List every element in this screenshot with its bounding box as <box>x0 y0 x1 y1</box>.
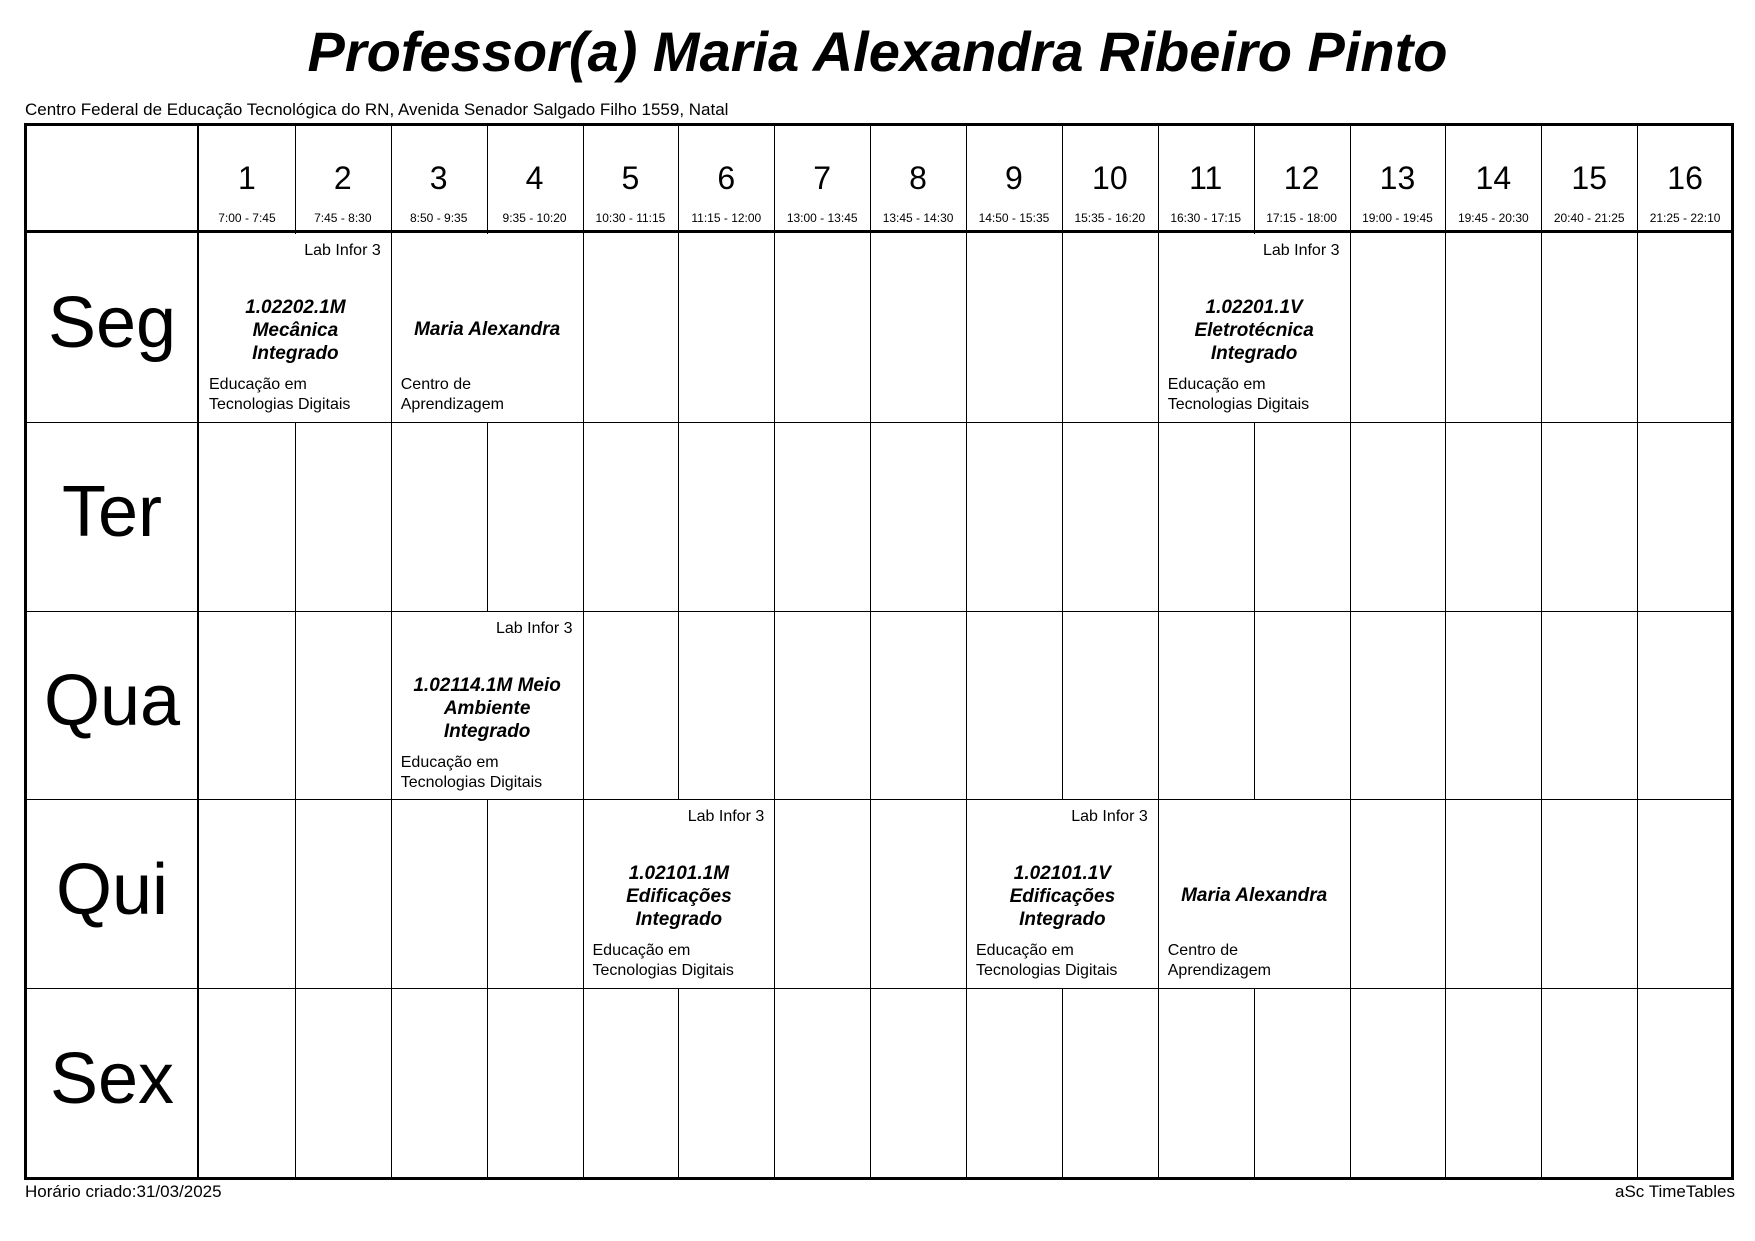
lesson-subject <box>401 753 542 793</box>
period-number: 2 <box>333 160 352 196</box>
grid-line <box>583 126 584 1177</box>
lesson-class <box>1163 296 1346 365</box>
lesson-subject-line: Educação em <box>976 942 1074 960</box>
period-time: 16:30 - 17:15 <box>1170 211 1242 225</box>
period-time: 10:30 - 11:15 <box>595 211 666 225</box>
period-number: 6 <box>717 160 736 196</box>
lesson-class-line: Maria Alexandra <box>1181 885 1328 907</box>
lesson-subject-line: Tecnologias Digitais <box>1167 396 1310 413</box>
lesson-class-line: 1.02114.1M Meio <box>413 674 561 696</box>
lesson-card <box>392 612 583 800</box>
day-label: Qui <box>55 849 169 930</box>
lesson-subject <box>593 941 734 981</box>
period-number: 1 <box>238 160 256 196</box>
school-address: Centro Federal de Educação Tecnológica do RN, Avenida Senador Salgado Filho 1559, Natal <box>25 100 729 119</box>
period-time: 7:00 - 7:45 <box>218 211 276 225</box>
period-header <box>1158 126 1254 230</box>
period-header <box>295 126 391 230</box>
lesson-class-line: 1.02201.1V <box>1205 297 1303 318</box>
lesson-subject <box>401 375 504 415</box>
grid-line <box>966 126 967 1177</box>
lesson-class-line: Integrado <box>443 720 531 742</box>
lesson-class-line: 1.02202.1M <box>245 297 346 318</box>
day-label: Seg <box>47 283 177 364</box>
day-label: Sex <box>49 1038 175 1119</box>
period-header <box>1445 126 1541 230</box>
grid-line <box>1541 126 1542 1177</box>
lesson-class-line: 1.02101.1M <box>628 863 730 885</box>
period-header <box>678 126 774 230</box>
period-time: 11:15 - 12:00 <box>691 211 762 225</box>
period-time: 20:40 - 21:25 <box>1553 211 1625 225</box>
day-label: Qua <box>43 661 181 741</box>
page-title: Professor(a) Maria Alexandra Ribeiro Pinto <box>307 20 1448 83</box>
lesson-class-line: Mecânica <box>252 320 339 341</box>
grid-line <box>27 799 1731 800</box>
lesson-card <box>1159 800 1350 988</box>
lesson-subject-line: Educação em <box>592 942 691 960</box>
grid-line <box>678 126 679 1177</box>
lesson-room: Lab Infor 3 <box>1071 808 1148 826</box>
period-header <box>487 126 583 230</box>
lesson-class-line: Edificações <box>626 886 732 908</box>
lesson-subject-line: Tecnologias Digitais <box>400 773 543 791</box>
created-date: Horário criado:31/03/2025 <box>25 1182 222 1201</box>
period-number: 7 <box>813 160 832 196</box>
period-number: 11 <box>1189 160 1223 196</box>
period-time: 21:25 - 22:10 <box>1649 211 1721 225</box>
lesson-class-line: 1.02101.1V <box>1013 863 1111 885</box>
lesson-class-line: Ambiente <box>443 697 531 719</box>
timetable-grid <box>24 123 1734 1180</box>
lesson-subject-line: Aprendizagem <box>1167 962 1271 980</box>
period-header <box>966 126 1062 230</box>
lesson-subject-line: Aprendizagem <box>400 396 504 413</box>
period-number: 3 <box>429 160 448 196</box>
lesson-subject-line: Educação em <box>400 753 499 771</box>
period-time: 14:50 - 15:35 <box>978 211 1050 225</box>
grid-line <box>870 126 871 1177</box>
grid-line <box>1445 126 1446 1177</box>
period-time: 13:00 - 13:45 <box>786 211 858 225</box>
lesson-card <box>1159 234 1350 422</box>
lesson-subject <box>1168 941 1271 981</box>
grid-line <box>1062 126 1063 1177</box>
period-header <box>1637 126 1733 230</box>
lesson-room: Lab Infor 3 <box>1263 242 1340 259</box>
lesson-subject <box>976 941 1117 981</box>
lesson-card <box>200 234 391 422</box>
period-number: 14 <box>1475 160 1512 196</box>
lesson-subject-line: Centro de <box>400 376 472 393</box>
lesson-class-line: Eletrotécnica <box>1194 320 1314 341</box>
period-time: 9:35 - 10:20 <box>502 211 567 225</box>
period-header <box>774 126 870 230</box>
lesson-class-line: Maria Alexandra <box>414 319 561 340</box>
lesson-class-line: Integrado <box>252 343 339 364</box>
lesson-subject-line: Tecnologias Digitais <box>592 962 734 980</box>
lesson-card <box>584 800 775 988</box>
period-number: 16 <box>1667 160 1703 196</box>
period-header <box>870 126 966 230</box>
grid-line <box>27 422 1731 423</box>
period-time: 19:00 - 19:45 <box>1362 211 1433 225</box>
period-number: 10 <box>1092 160 1128 196</box>
period-number: 15 <box>1571 160 1607 196</box>
period-number: 8 <box>909 160 927 196</box>
grid-line <box>27 988 1731 989</box>
lesson-card <box>967 800 1158 988</box>
period-time: 15:35 - 16:20 <box>1074 211 1146 225</box>
period-time: 8:50 - 9:35 <box>410 211 468 225</box>
period-number: 9 <box>1005 160 1023 196</box>
lesson-class <box>971 862 1154 931</box>
software-brand: aSc TimeTables <box>1615 1182 1735 1201</box>
grid-line <box>27 230 1731 233</box>
period-number: 13 <box>1379 160 1416 196</box>
period-time: 7:45 - 8:30 <box>314 211 372 225</box>
lesson-class <box>396 318 579 341</box>
lesson-subject-line: Educação em <box>209 376 307 393</box>
lesson-subject <box>209 375 350 415</box>
lesson-subject <box>1168 375 1309 415</box>
lesson-card <box>392 234 583 422</box>
grid-line <box>27 611 1731 612</box>
period-header <box>1541 126 1637 230</box>
lesson-subject-line: Tecnologias Digitais <box>976 962 1118 980</box>
lesson-subject-line: Educação em <box>1167 376 1266 393</box>
lesson-class <box>204 296 387 365</box>
lesson-class-line: Integrado <box>1210 343 1298 364</box>
period-header <box>391 126 487 230</box>
period-number: 4 <box>525 160 544 196</box>
period-time: 19:45 - 20:30 <box>1457 211 1529 225</box>
grid-line <box>1637 126 1638 1177</box>
period-header <box>583 126 679 230</box>
grid-line <box>774 126 775 1177</box>
grid-line <box>197 126 199 1177</box>
lesson-subject-line: Centro de <box>1167 942 1239 960</box>
lesson-room: Lab Infor 3 <box>304 242 381 259</box>
lesson-subject-line: Tecnologias Digitais <box>209 396 351 413</box>
lesson-room: Lab Infor 3 <box>687 808 765 826</box>
lesson-class <box>396 674 579 743</box>
period-header <box>1062 126 1158 230</box>
lesson-class-line: Edificações <box>1009 886 1116 908</box>
lesson-class <box>588 862 771 931</box>
lesson-class <box>1163 884 1346 907</box>
lesson-class-line: Integrado <box>635 909 723 931</box>
period-header <box>1350 126 1446 230</box>
period-header <box>199 126 295 230</box>
period-header <box>1254 126 1350 230</box>
grid-line <box>1350 126 1351 1177</box>
period-time: 17:15 - 18:00 <box>1266 211 1337 225</box>
period-number: 5 <box>621 160 640 196</box>
day-label: Ter <box>61 472 163 553</box>
period-time: 13:45 - 14:30 <box>882 211 954 225</box>
lesson-room: Lab Infor 3 <box>496 619 573 637</box>
period-number: 12 <box>1283 160 1320 196</box>
lesson-class-line: Integrado <box>1019 909 1106 931</box>
